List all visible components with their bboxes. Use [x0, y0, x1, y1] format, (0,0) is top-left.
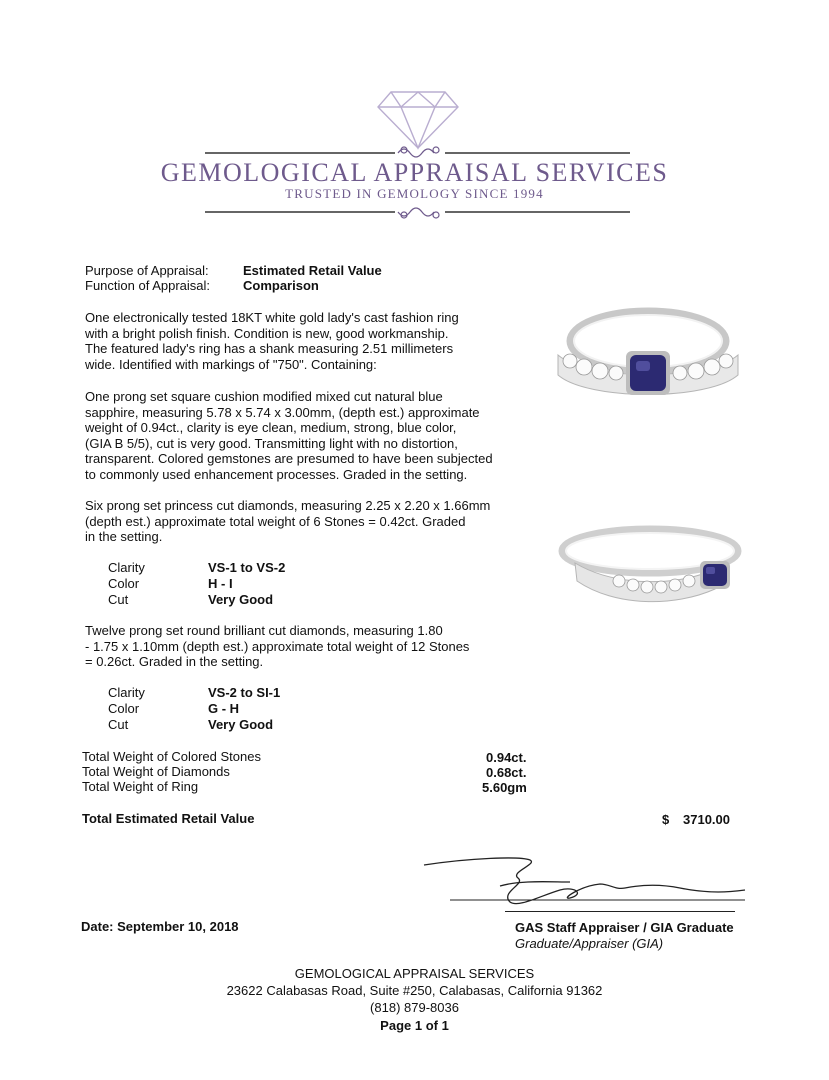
grade-value-clarity: VS-2 to SI-1 [208, 685, 281, 700]
total-label: Total Weight of Ring [82, 779, 199, 794]
footer-page: Page 1 of 1 [380, 1018, 449, 1033]
retail-label: Total Estimated Retail Value [82, 811, 255, 826]
total-value: 0.94ct. [486, 750, 527, 765]
appraiser-subtitle: Graduate/Appraiser (GIA) [515, 936, 664, 951]
grade-label-color: Color [108, 576, 140, 591]
text-line: One electronically tested 18KT white gold lady's cast fashion ring [85, 310, 459, 325]
text-line: Twelve prong set round brilliant cut diamonds, measuring 1.80 [85, 623, 443, 638]
grade-label-cut: Cut [108, 592, 129, 607]
footer-phone: (818) 879-8036 [370, 1000, 459, 1015]
grade-label-color: Color [108, 701, 140, 716]
grade-value-color: G - H [208, 701, 240, 716]
signature-line [505, 911, 735, 912]
grade-label-clarity: Clarity [108, 560, 145, 575]
text-line: Six prong set princess cut diamonds, measuring 2.25 x 2.20 x 1.66mm [85, 498, 491, 513]
text-line: (GIA B 5/5), cut is very good. Transmitting light with no distortion, [85, 435, 458, 451]
sapphire-stone [703, 564, 727, 586]
text-line: The featured lady's ring has a shank measuring 2.51 millimeters [85, 341, 454, 356]
grade-label-cut: Cut [108, 717, 129, 732]
sapphire-description [85, 389, 525, 482]
footer-company: GEMOLOGICAL APPRAISAL SERVICES [294, 966, 535, 981]
grade-value-color: H - I [208, 576, 233, 591]
text-line: in the setting. [85, 529, 163, 544]
text-line: (depth est.) approximate total weight of 6 Stones = 0.42ct. Graded [85, 513, 466, 529]
grade-label-clarity: Clarity [108, 685, 145, 700]
grade-value-clarity: VS-1 to VS-2 [208, 560, 286, 575]
total-value: 5.60gm [482, 780, 527, 795]
total-value: 0.68ct. [486, 765, 527, 780]
text-line: = 0.26ct. Graded in the setting. [85, 654, 264, 669]
retail-currency: $ [662, 812, 670, 827]
ring-photo-side [555, 515, 755, 615]
brand-tagline: TRUSTED IN GEMOLOGY SINCE 1994 [285, 186, 544, 201]
text-line: sapphire, measuring 5.78 x 5.74 x 3.00mm, (depth est.) approximate [85, 404, 480, 420]
purpose-label: Purpose of Appraisal: [85, 263, 209, 278]
text-line: weight of 0.94ct., clarity is eye clean, medium, strong, blue color, [85, 420, 457, 435]
princess-description [85, 498, 525, 545]
header-logo [0, 0, 829, 230]
purpose-value: Estimated Retail Value [243, 263, 382, 278]
function-value: Comparison [243, 278, 319, 293]
ring-description [85, 310, 525, 372]
footer-address: 23622 Calabasas Road, Suite #250, Calabasas, California 91362 [226, 983, 603, 998]
text-line: One prong set square cushion modified mixed cut natural blue [85, 389, 443, 404]
ring-photo-front [548, 295, 748, 435]
total-label: Total Weight of Diamonds [82, 764, 230, 779]
round-description [85, 623, 525, 670]
retail-amount: 3710.00 [683, 812, 730, 827]
text-line: - 1.75 x 1.10mm (depth est.) approximate total weight of 12 Stones [85, 638, 470, 654]
appraiser-title: GAS Staff Appraiser / GIA Graduate [515, 920, 734, 935]
text-line: wide. Identified with markings of "750". Containing: [85, 356, 377, 372]
text-line: transparent. Colored gemstones are presumed to have been subjected [85, 451, 493, 466]
total-label: Total Weight of Colored Stones [82, 749, 261, 764]
text-line: with a bright polish finish. Condition is new, good workmanship. [85, 325, 449, 341]
brand-name: GEMOLOGICAL APPRAISAL SERVICES [160, 158, 669, 187]
grade-value-cut: Very Good [208, 592, 274, 607]
signature-image [410, 850, 760, 920]
sapphire-stone [630, 355, 666, 391]
appraisal-date: Date: September 10, 2018 [81, 919, 239, 934]
function-label: Function of Appraisal: [85, 278, 211, 293]
grade-value-cut: Very Good [208, 717, 274, 732]
text-line: to commonly used enhancement processes. Graded in the setting. [85, 466, 468, 482]
